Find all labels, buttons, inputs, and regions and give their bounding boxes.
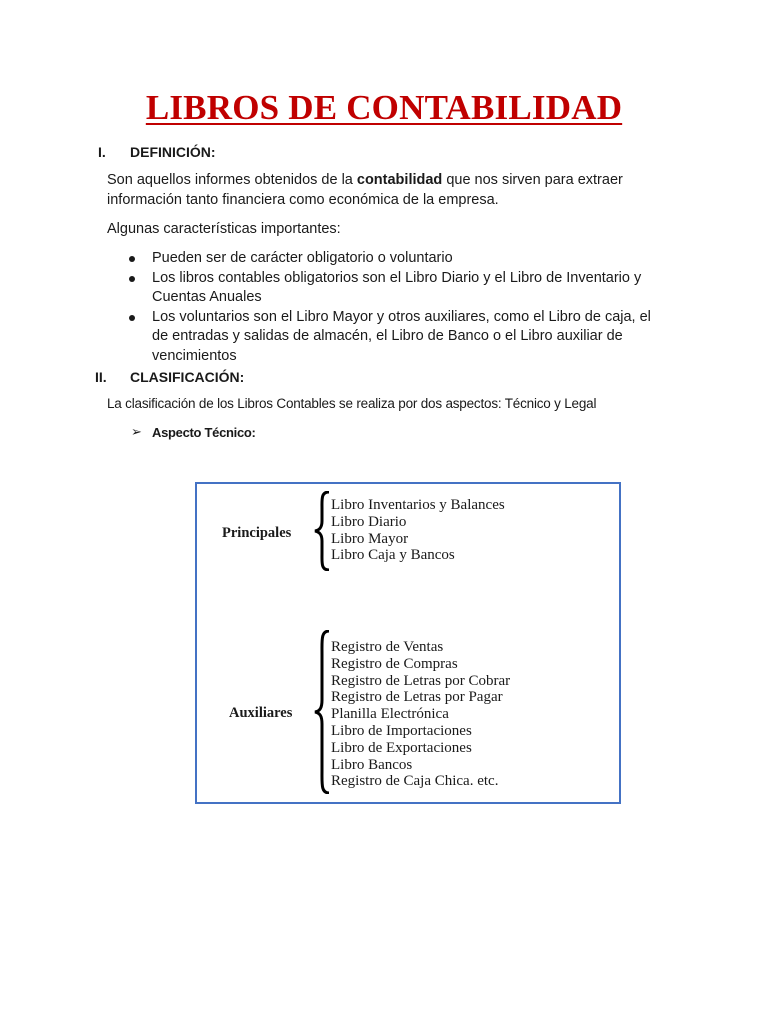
- group-label-principales: Principales: [222, 525, 292, 541]
- list-item: Registro de Letras por Pagar: [331, 689, 503, 706]
- bullet-icon: [129, 256, 135, 262]
- auxiliares-list: [331, 639, 510, 790]
- list-item: Registro de Caja Chica. etc.: [331, 773, 499, 790]
- definition-text-start: Son aquellos informes obtenidos de la: [107, 172, 357, 188]
- list-item: Libro Diario: [331, 513, 407, 530]
- brace-auxiliares-icon: [314, 630, 332, 794]
- classification-paragraph: La clasificación de los Libros Contables se realiza por dos aspectos: Técnico y Legal: [107, 396, 597, 411]
- list-item: Libro de Exportaciones: [331, 739, 472, 756]
- classification-diagram: [195, 482, 621, 804]
- aspect-tecnico-heading: Aspecto Técnico:: [152, 425, 256, 440]
- list-item: Planilla Electrónica: [331, 706, 449, 723]
- list-item: Libro Bancos: [331, 756, 413, 773]
- page-title: LIBROS DE CONTABILIDAD: [145, 88, 623, 127]
- definition-paragraph: [107, 170, 667, 210]
- arrow-bullet-icon: ➢: [131, 424, 142, 439]
- definition-text-end: que nos sirven para extraer información tanto financiera como económica de la empresa.: [107, 172, 623, 208]
- bullet-text: Los voluntarios son el Libro Mayor y otros auxiliares, como el Libro de caja, el de entradas y salidas de almacén, el Libro de Banco o el Libro auxiliar de vencimientos: [152, 308, 651, 364]
- section-1-heading: DEFINICIÓN:: [130, 144, 216, 160]
- bullet-icon: [129, 315, 135, 321]
- section-2-number: II.: [95, 369, 107, 385]
- list-item: Libro Caja y Bancos: [331, 547, 455, 564]
- list-item: Libro Mayor: [331, 530, 409, 547]
- list-item: Registro de Ventas: [331, 639, 444, 655]
- bullet-text: Los libros contables obligatorios son el Libro Diario y el Libro de Inventario y Cuentas Anuales: [152, 269, 642, 305]
- definition-keyword: contabilidad: [356, 172, 443, 188]
- list-item: Libro Inventarios y Balances: [331, 497, 505, 513]
- section-1-number: I.: [98, 144, 106, 160]
- group-label-auxiliares: Auxiliares: [229, 705, 293, 721]
- list-item: [108, 269, 668, 308]
- brace-principales-icon: [314, 491, 332, 571]
- list-item: Libro de Importaciones: [331, 722, 472, 739]
- bullet-icon: [129, 276, 135, 282]
- characteristics-intro: Algunas características importantes:: [107, 221, 341, 237]
- list-item: Registro de Compras: [331, 655, 458, 672]
- bullet-text: Pueden ser de carácter obligatorio o voluntario: [152, 250, 453, 266]
- section-2-heading: CLASIFICACIÓN:: [130, 369, 245, 385]
- list-item: [108, 308, 668, 367]
- principales-list: [331, 497, 505, 564]
- list-item: Registro de Letras por Cobrar: [331, 672, 511, 689]
- list-item: [108, 249, 668, 269]
- characteristics-list: [108, 249, 668, 366]
